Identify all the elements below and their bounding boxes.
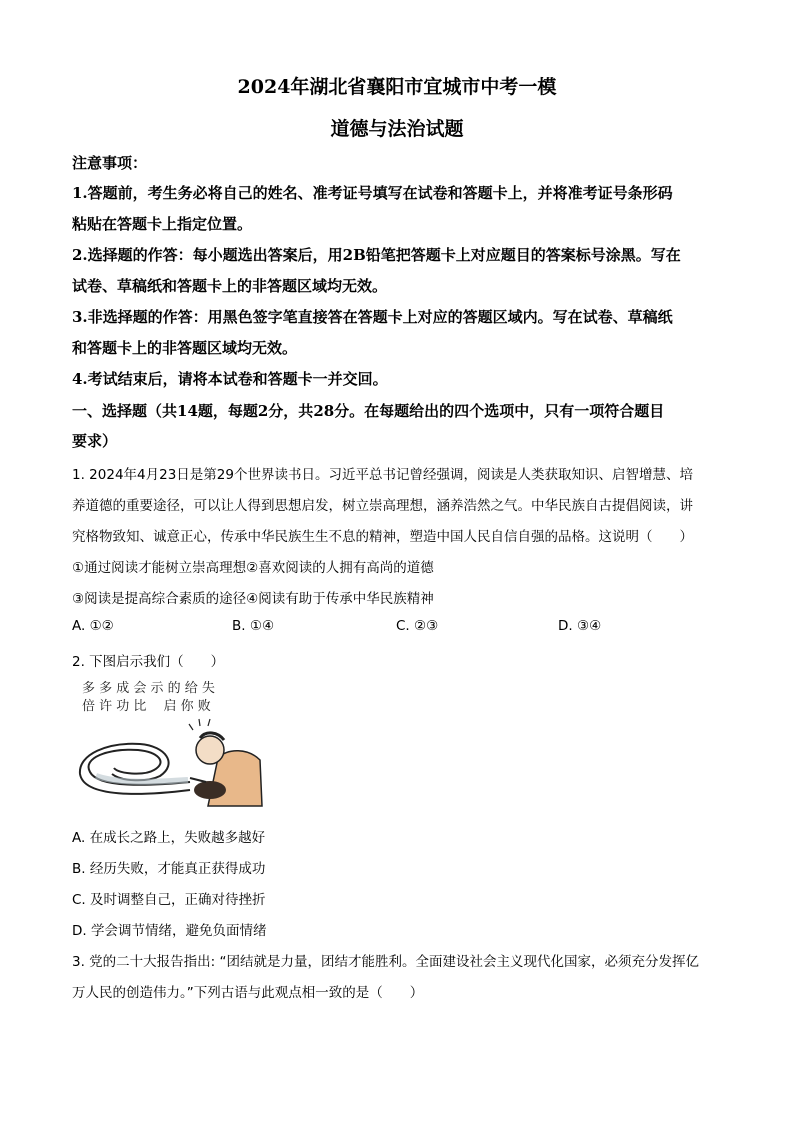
section-heading-line2: 要求） — [72, 432, 118, 450]
notice-item-1-line2: 粘贴在答题卡上指定位置。 — [72, 215, 253, 233]
q2-option-c[interactable]: C. 及时调整自己，正确对待挫折 — [72, 892, 266, 908]
notice-item-4: 4.考试结束后，请将本试卷和答题卡一并交回。 — [72, 370, 388, 388]
q1-option-a[interactable]: A. ①② — [72, 618, 114, 634]
q1-option-c[interactable]: C. ②③ — [396, 618, 439, 634]
q1-statement-3-4: ③阅读是提高综合素质的途径④阅读有助于传承中华民族精神 — [72, 591, 434, 607]
notice-item-2-line2: 试卷、草稿纸和答题卡上的非答题区域均无效。 — [72, 277, 388, 295]
notice-item-3-line1: 3.非选择题的作答：用黑色签字笔直接答在答题卡上对应的答题区域内。写在试卷、草稿纸 — [72, 308, 673, 326]
q2-option-a[interactable]: A. 在成长之路上，失败越多越好 — [72, 830, 266, 846]
notice-heading: 注意事项： — [72, 154, 148, 172]
q2-option-b[interactable]: B. 经历失败，才能真正获得成功 — [72, 861, 266, 877]
q1-stem-line2: 养道德的重要途径，可以让人得到思想启发，树立崇高理想，涵养浩然之气。中华民族自古提倡阅读，讲 — [72, 498, 693, 514]
notice-item-2-line1: 2.选择题的作答：每小题选出答案后，用2B铅笔把答题卡上对应题目的答案标号涂黑。写在 — [72, 246, 681, 264]
person-head — [196, 736, 224, 764]
cartoon-caption-row2: 倍 许 功 比 启 你 败 — [82, 699, 211, 714]
failure-cartoon — [78, 678, 266, 810]
exam-title: 2024年湖北省襄阳市宜城市中考一模 — [237, 76, 557, 98]
q2-stem: 2. 下图启示我们（ ） — [72, 654, 225, 670]
q1-option-b[interactable]: B. ①④ — [232, 618, 275, 634]
q1-stem-line3: 究格物致知、诚意正心，传承中华民族生生不息的精神，塑造中国人民自信自强的品格。这说明（ ） — [72, 529, 693, 545]
road-shading — [96, 776, 188, 782]
road-edge — [190, 778, 206, 782]
dizzy-marks — [189, 719, 210, 730]
cartoon-caption-row1: 多 多 成 会 示 的 给 失 — [82, 681, 215, 696]
notice-item-3-line2: 和答题卡上的非答题区域均无效。 — [72, 339, 298, 357]
person-shoes — [194, 781, 226, 799]
section-heading-line1: 一、选择题（共14题，每题2分，共28分。在每题给出的四个选项中，只有一项符合题目 — [72, 402, 665, 420]
q2-option-d[interactable]: D. 学会调节情绪，避免负面情绪 — [72, 923, 267, 939]
exam-subtitle: 道德与法治试题 — [330, 118, 464, 140]
q1-stem-line1: 1. 2024年4月23日是第29个世界读书日。习近平总书记曾经强调，阅读是人类获取知识、启智增慧、培 — [72, 467, 693, 483]
q3-stem-line1: 3. 党的二十大报告指出: “团结就是力量，团结才能胜利。全面建设社会主义现代化国家，必须充分发挥亿 — [72, 954, 700, 970]
q3-stem-line2: 万人民的创造伟力。”下列古语与此观点相一致的是（ ） — [72, 985, 424, 1001]
notice-item-1-line1: 1.答题前，考生务必将自己的姓名、准考证号填写在试卷和答题卡上，并将准考证号条形码 — [72, 184, 673, 202]
road-curve-inner — [80, 744, 190, 794]
q1-option-d[interactable]: D. ③④ — [558, 618, 602, 634]
q1-statement-1-2: ①通过阅读才能树立崇高理想②喜欢阅读的人拥有高尚的道德 — [72, 560, 434, 576]
